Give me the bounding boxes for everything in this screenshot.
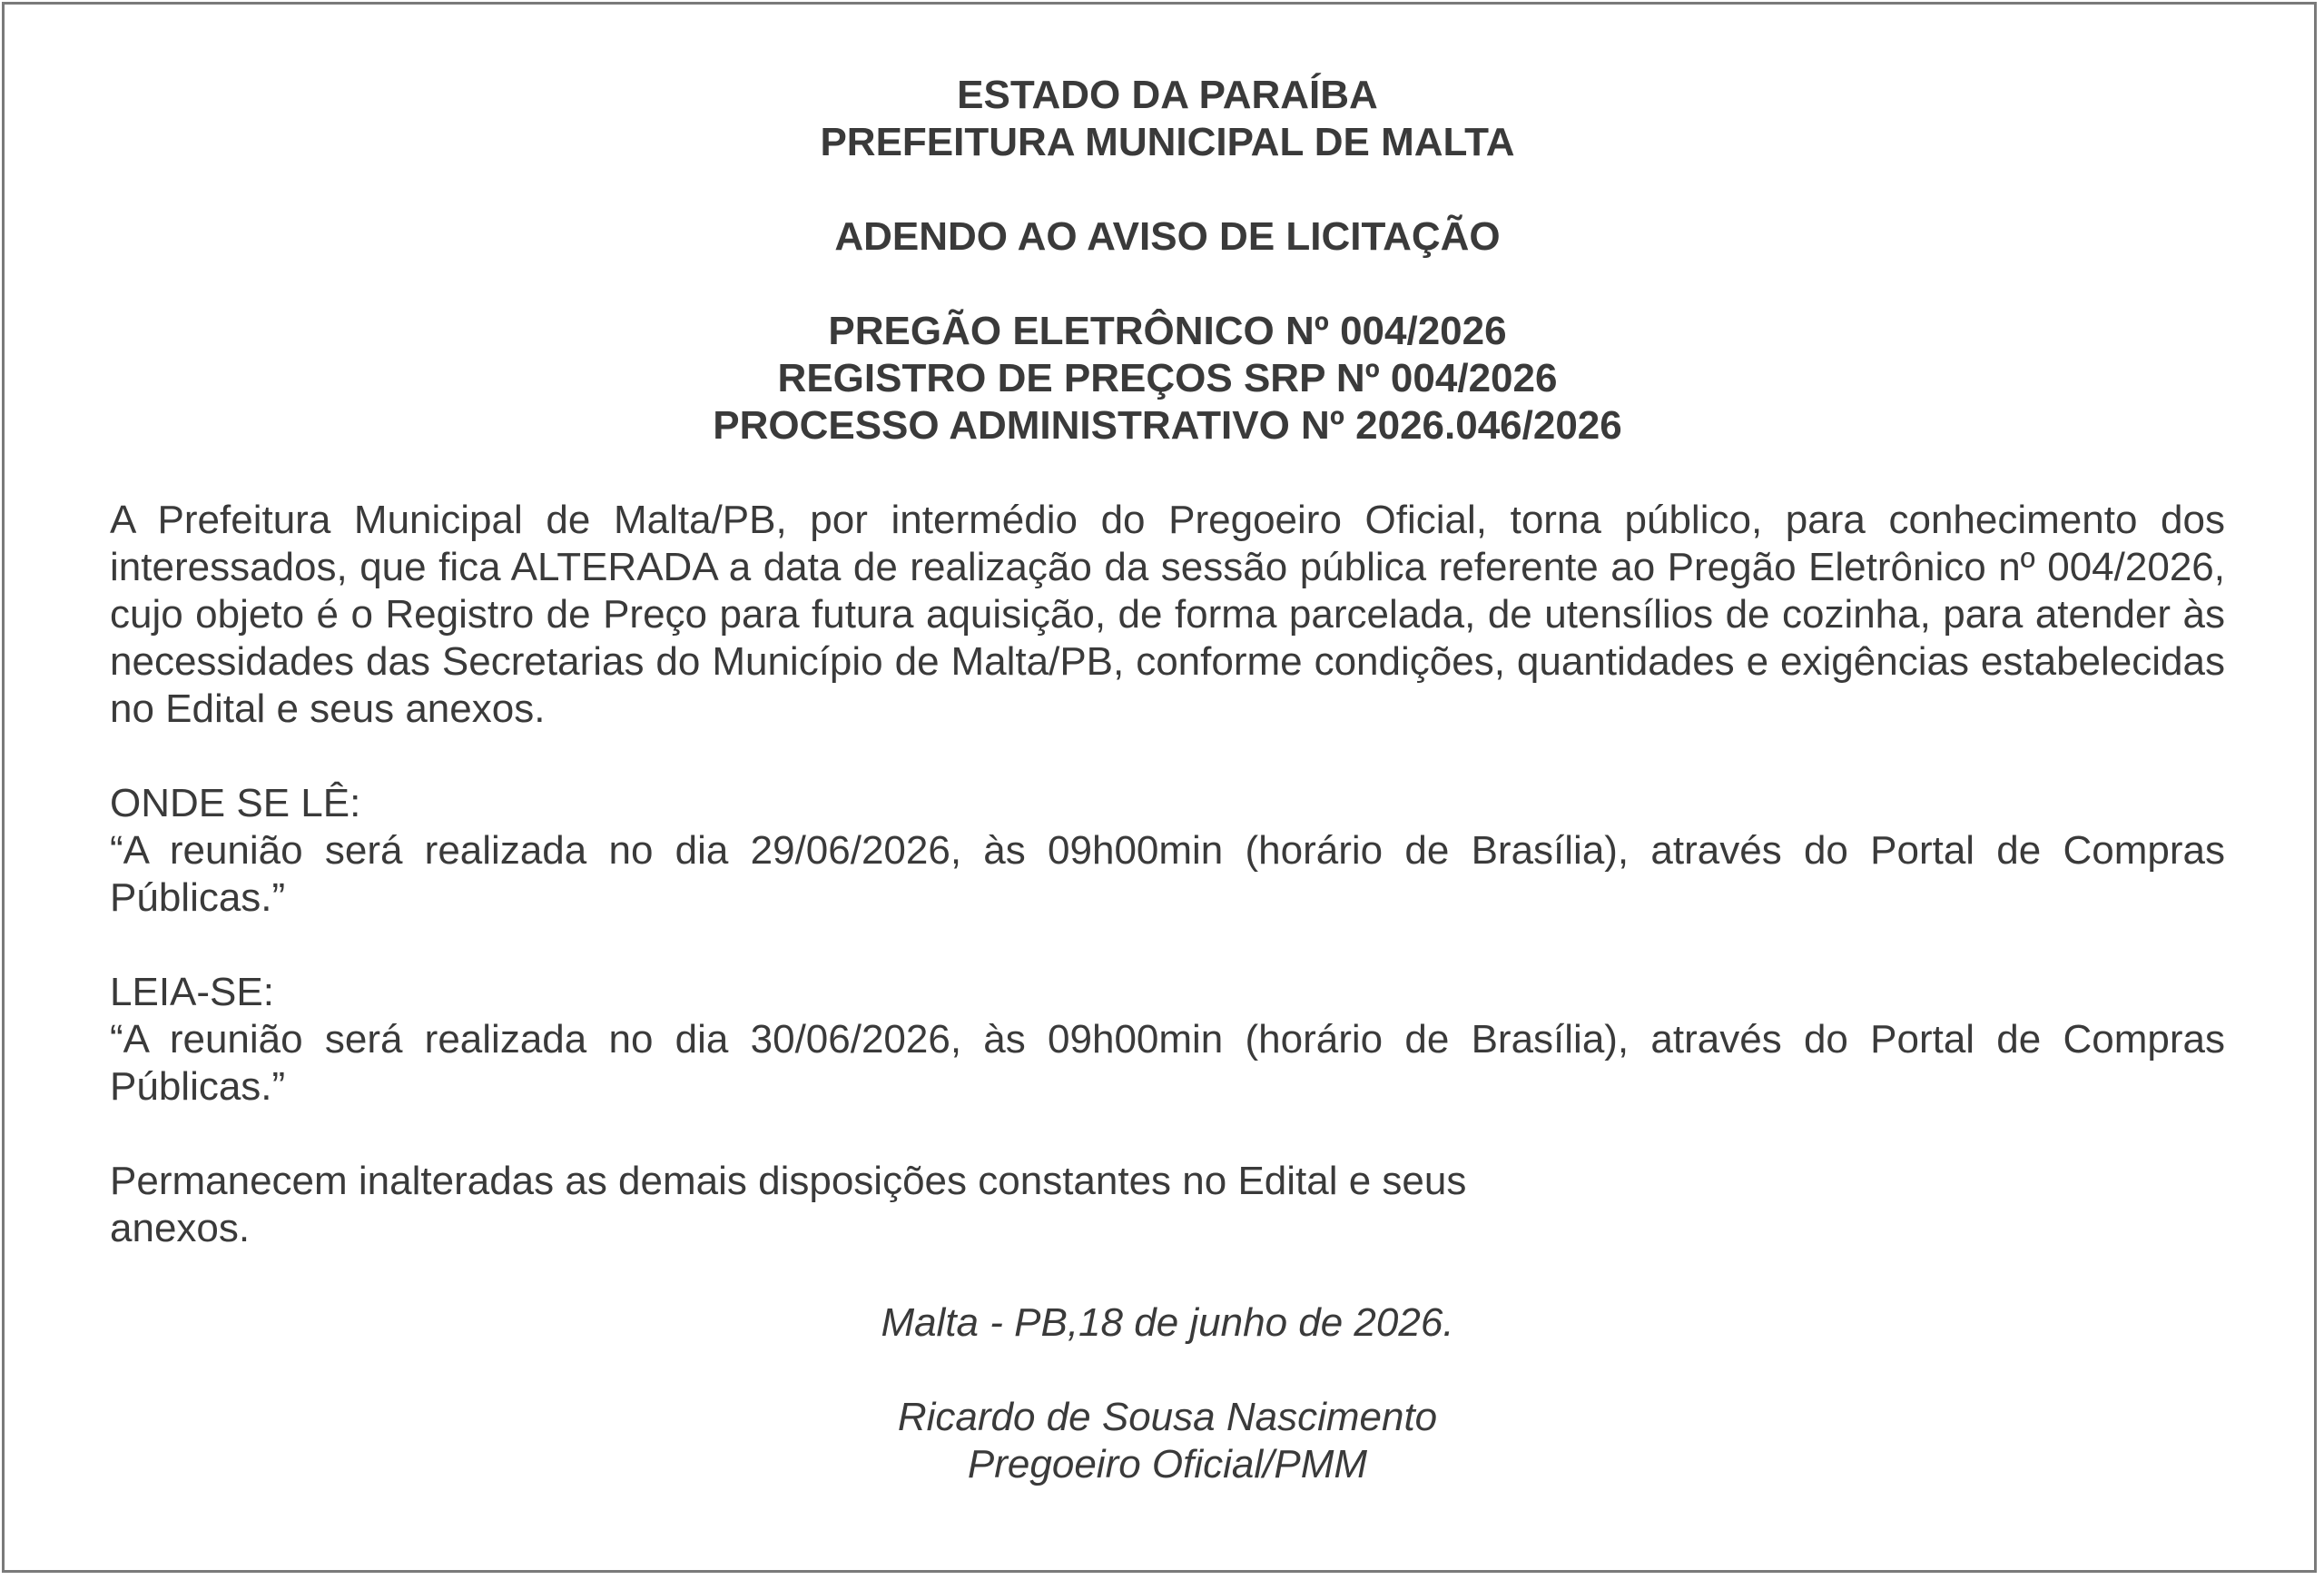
state-title: ESTADO DA PARAÍBA: [957, 73, 1378, 117]
leia-se-section: [110, 969, 2225, 1111]
notice-title: ADENDO AO AVISO DE LICITAÇÃO: [834, 214, 1501, 259]
registro-number: REGISTRO DE PREÇOS SRP Nº 004/2026: [777, 356, 1558, 400]
document-content: [110, 72, 2225, 1488]
leia-se-text: “A reunião será realizada no dia 30/06/2026, às 09h00min (horário de Brasília), através do Portal de Compras Públicas.”: [110, 1017, 2225, 1109]
intro-paragraph: A Prefeitura Municipal de Malta/PB, por intermédio do Pregoeiro Oficial, torna público, para conhecimento dos interessados, que fica ALTERADA a data de realização da sessão pública referente ao Pregão Eletrônico nº 004/2026, cujo objeto é o Registro de Preço para futura aquisição, de forma parcelada, de utensílios de cozinha, para atender às necessidades das Secretarias do Município de Malta/PB, conforme condições, quantidades e exigências estabelecidas no Edital e seus anexos.: [110, 498, 2225, 731]
place-date: Malta - PB,18 de junho de 2026.: [881, 1300, 1454, 1345]
signatory-name: Ricardo de Sousa Nascimento: [897, 1395, 1438, 1439]
leia-se-label: LEIA-SE:: [110, 970, 274, 1014]
municipality-title: PREFEITURA MUNICIPAL DE MALTA: [820, 120, 1515, 164]
onde-se-le-label: ONDE SE LÊ:: [110, 781, 361, 825]
closing-paragraph: Permanecem inalteradas as demais disposições constantes no Edital e seus anexos.: [110, 1159, 1467, 1250]
processo-number: PROCESSO ADMINISTRATIVO Nº 2026.046/2026: [713, 403, 1622, 448]
signatory-role: Pregoeiro Oficial/PMM: [967, 1442, 1368, 1486]
onde-se-le-section: [110, 780, 2225, 922]
document-frame: [2, 2, 2317, 1573]
pregao-number: PREGÃO ELETRÔNICO Nº 004/2026: [828, 309, 1507, 353]
signature-block: [110, 1299, 2225, 1488]
document-heading: [110, 72, 2225, 449]
onde-se-le-text: “A reunião será realizada no dia 29/06/2026, às 09h00min (horário de Brasília), através do Portal de Compras Públicas.”: [110, 828, 2225, 920]
